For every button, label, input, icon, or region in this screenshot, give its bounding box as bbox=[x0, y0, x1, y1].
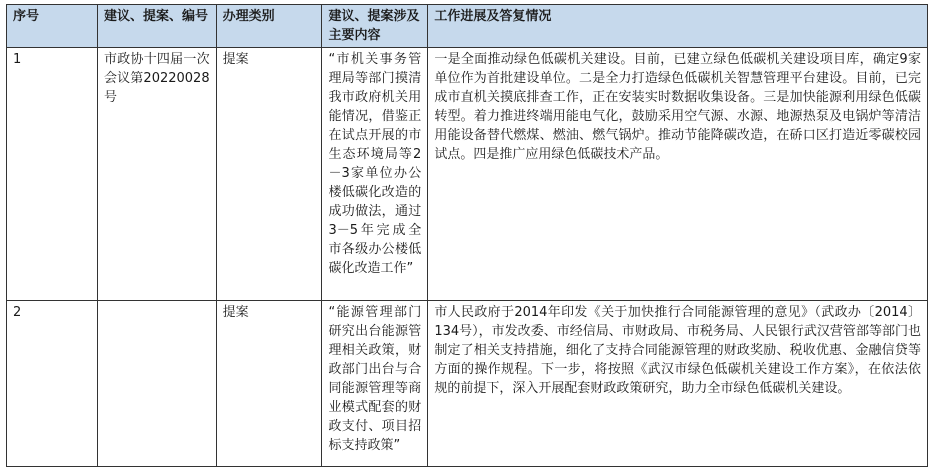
document-table-container bbox=[6, 4, 928, 467]
proposal-table bbox=[6, 4, 928, 467]
header-serial-no: 序号 bbox=[7, 5, 98, 48]
header-progress-reply: 工作进展及答复情况 bbox=[428, 5, 928, 48]
cell-category: 提案 bbox=[216, 301, 322, 467]
table-row bbox=[7, 48, 928, 301]
cell-serial-no: 1 bbox=[7, 48, 98, 301]
cell-progress-reply: 一是全面推动绿色低碳机关建设。目前，已建立绿色低碳机关建设项目库，确定9家单位作为首批建设单位。二是全力打造绿色低碳机关智慧管理平台建设。目前，已完成市直机关摸底排查工作，正在安装实时数据收集设备。三是加快能源利用绿色低碳转型。着力推进终端用能电气化，鼓励采用空气源、水源、地源热泵及电锅炉等清洁用能设备替代燃煤、燃油、燃气锅炉。推动节能降碳改造，在硚口区打造近零碳校园试点。四是推广应用绿色低碳技术产品。 bbox=[428, 48, 928, 301]
cell-serial-no: 2 bbox=[7, 301, 98, 467]
cell-progress-reply: 市人民政府于2014年印发《关于加快推行合同能源管理的意见》（武政办〔2014〕134号），市发改委、市经信局、市财政局、市税务局、人民银行武汉营管部等部门也制定了相关支持措施，细化了支持合同能源管理的财政奖励、税收优惠、金融信贷等方面的操作规程。下一步，将按照《武汉市绿色低碳机关建设工作方案》，在依法依规的前提下，深入开展配套财政政策研究，助力全市绿色低碳机关建设。 bbox=[428, 301, 928, 467]
header-main-content: 建议、提案涉及主要内容 bbox=[322, 5, 428, 48]
header-proposal-code: 建议、提案、编号 bbox=[98, 5, 217, 48]
header-category: 办理类别 bbox=[216, 5, 322, 48]
table-row bbox=[7, 301, 928, 467]
cell-proposal-code: 市政协十四届一次会议第20220028号 bbox=[98, 48, 217, 301]
cell-main-content: “能源管理部门研究出台能源管理相关政策，财政部门出台与合同能源管理等商业模式配套的财政支付、项目招标支持政策” bbox=[322, 301, 428, 467]
cell-proposal-code bbox=[98, 301, 217, 467]
cell-category: 提案 bbox=[216, 48, 322, 301]
cell-main-content: “市机关事务管理局等部门摸清我市政府机关用能情况，借鉴正在试点开展的市生态环境局等2－3家单位办公楼低碳化改造的成功做法，通过3－5年完成全市各级办公楼低碳化改造工作” bbox=[322, 48, 428, 301]
table-header-row bbox=[7, 5, 928, 48]
